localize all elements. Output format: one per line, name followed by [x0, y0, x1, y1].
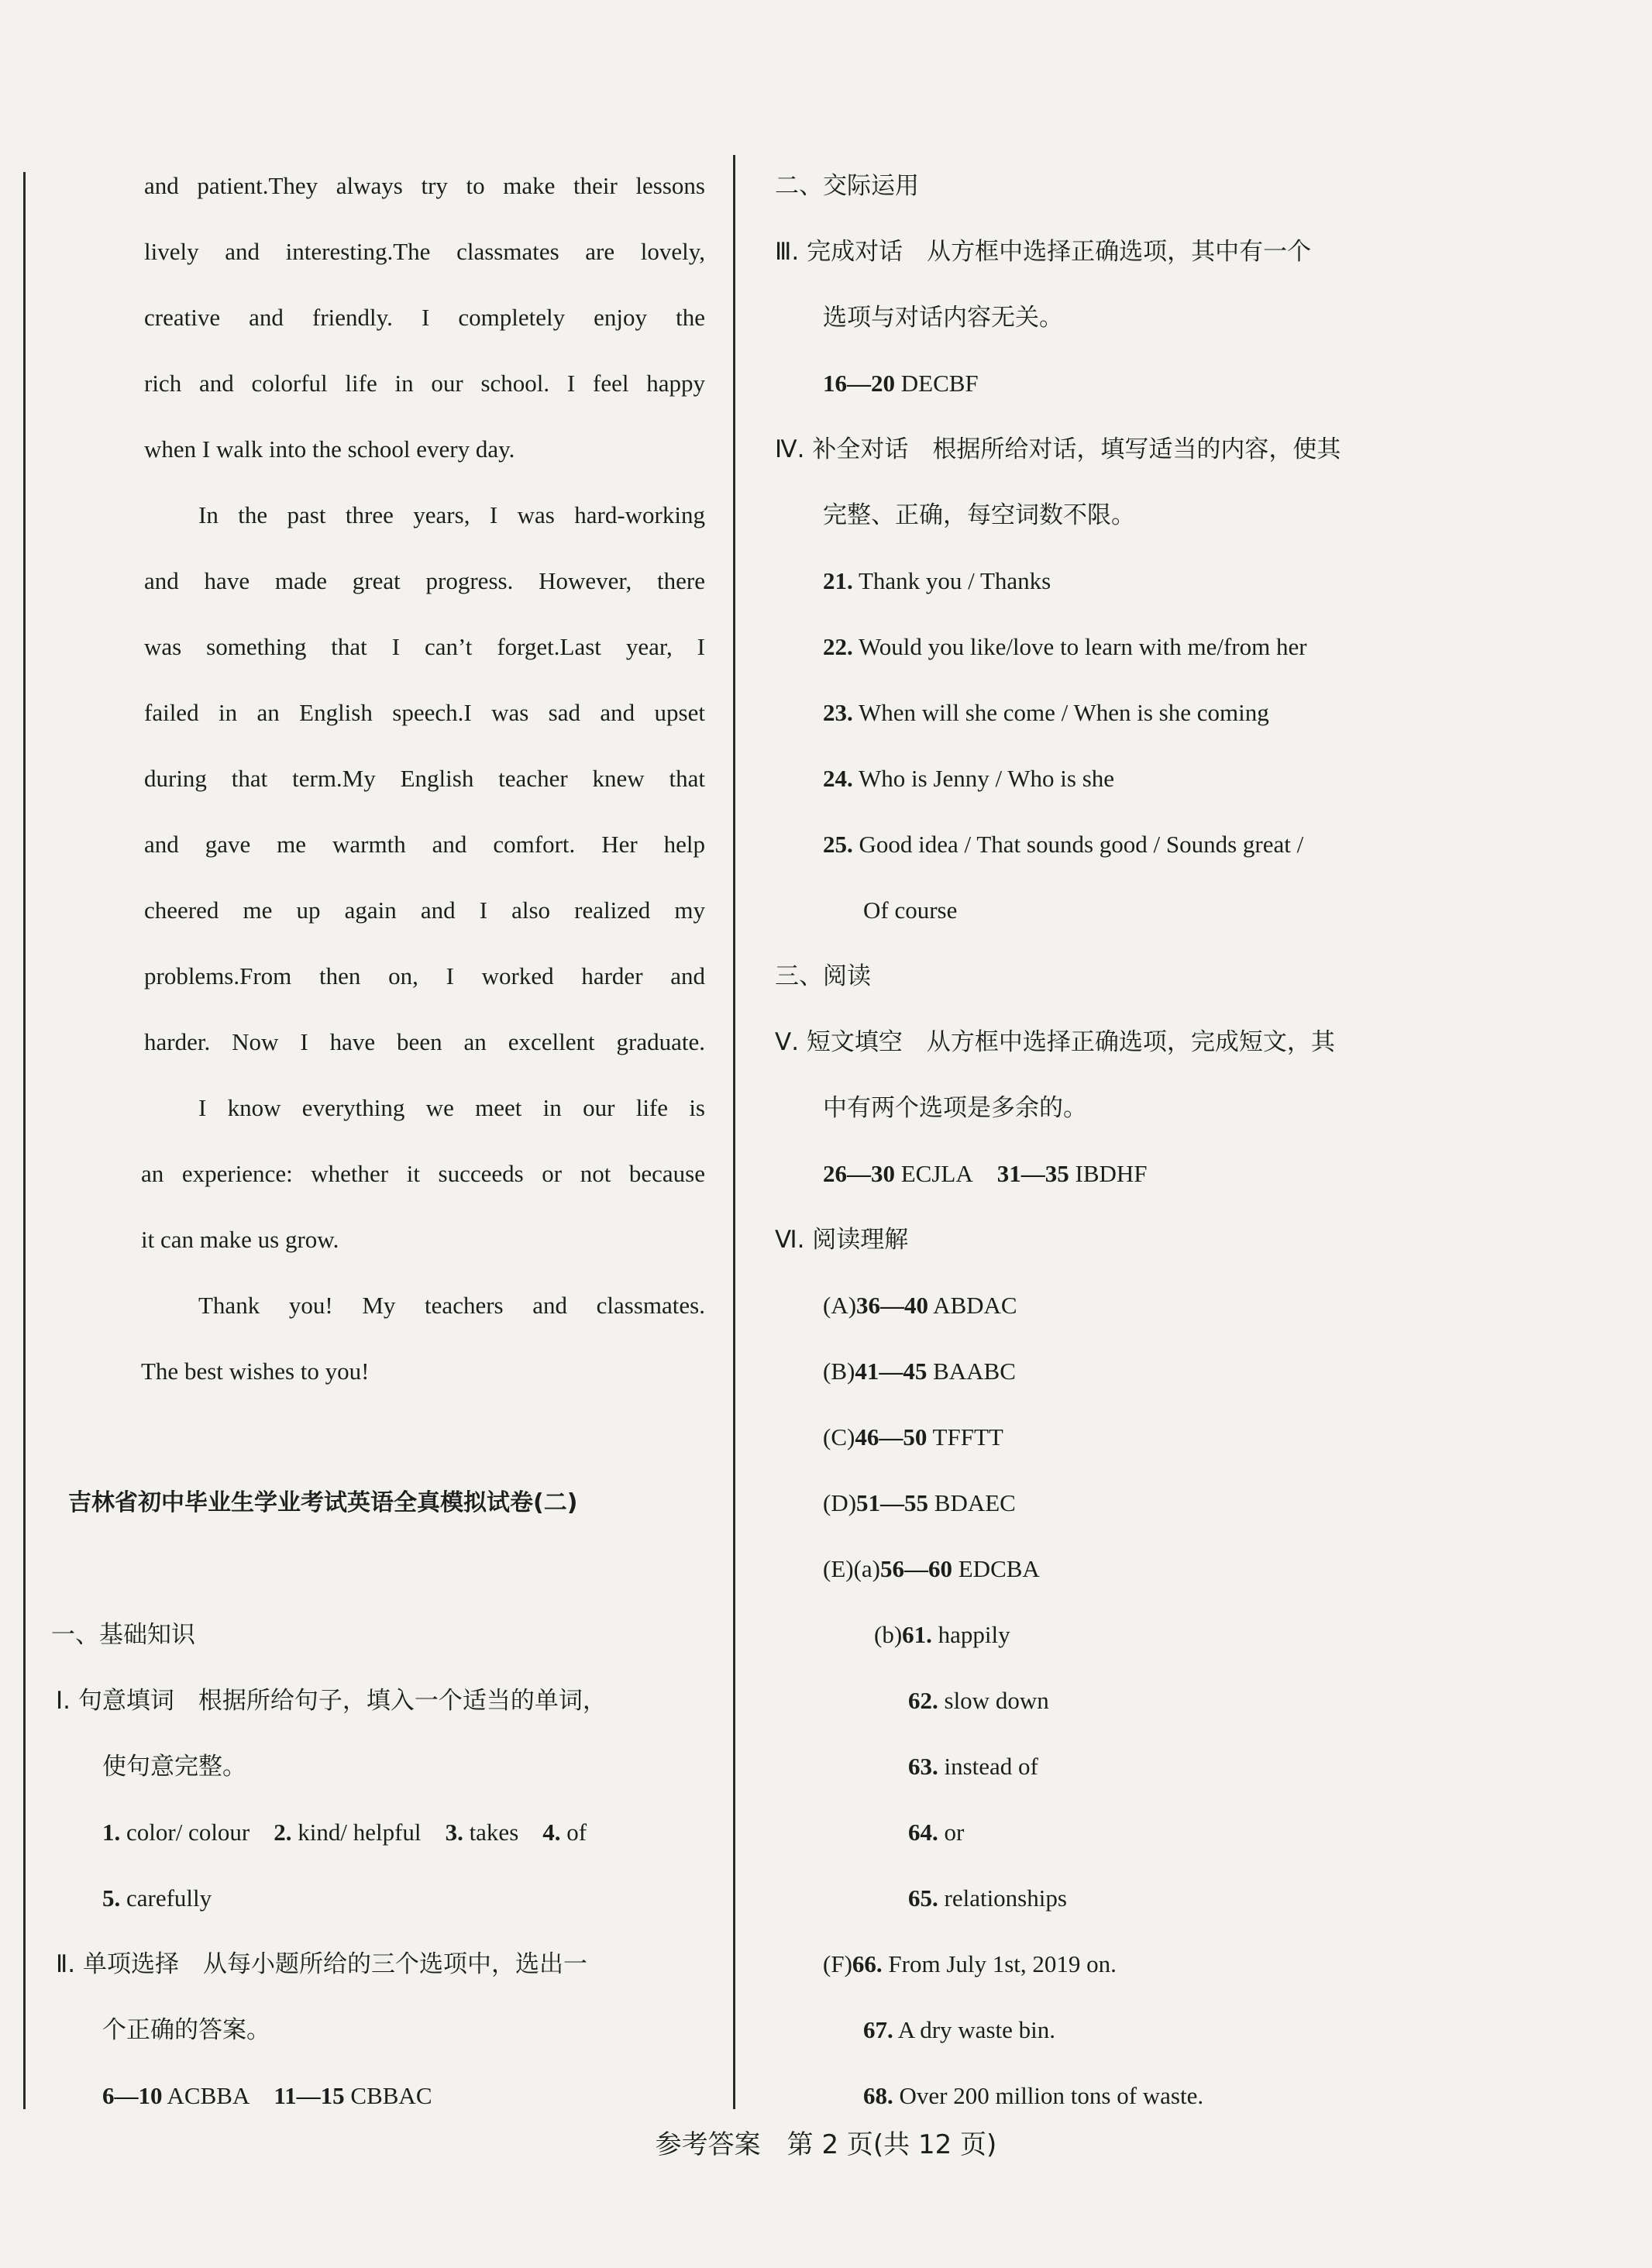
answer-value: EDCBA [958, 1555, 1040, 1582]
left-margin-rule [23, 172, 26, 2109]
exam-title: 吉林省初中毕业生学业考试英语全真模拟试卷(二) [68, 1489, 578, 1516]
answer-row [863, 2080, 1203, 2111]
answer-value: BDAEC [934, 1489, 1016, 1516]
answer-number: 66. [852, 1950, 883, 1977]
answer-row [823, 829, 1303, 860]
answer-number: 3. [445, 1819, 463, 1846]
answer-number: 51—55 [856, 1489, 929, 1516]
answer-part: (E)(a) [823, 1555, 880, 1582]
answer-part: (D) [823, 1489, 857, 1516]
answer-number: 16—20 [823, 370, 895, 397]
answer-number: 11—15 [274, 2082, 345, 2109]
essay-line: lively and interesting.The classmates are lovely, [144, 238, 705, 265]
answer-number: 24. [823, 765, 853, 792]
answer-row [823, 566, 1051, 597]
answer-value: Thank you / Thanks [858, 567, 1051, 594]
answer-value: or [944, 1819, 965, 1846]
essay-line: and have made great progress. However, there [144, 567, 705, 594]
answer-row [823, 763, 1114, 794]
answer-value: of [566, 1819, 587, 1846]
essay-line: harder. Now I have been an excellent graduate. [144, 1028, 705, 1055]
question-instruction: Ⅵ. 阅读理解 [775, 1226, 909, 1254]
essay-line: an experience: whether it succeeds or not because [141, 1160, 705, 1187]
answer-part: (C) [823, 1423, 855, 1451]
answer-value: IBDHF [1075, 1160, 1148, 1187]
essay-line: The best wishes to you! [141, 1358, 370, 1385]
essay-line: when I walk into the school every day. [144, 435, 515, 463]
answer-row [823, 368, 979, 399]
answer-value: ECJLA [900, 1160, 973, 1187]
answer-number: 56—60 [880, 1555, 952, 1582]
answer-value: happily [938, 1621, 1010, 1648]
section-heading: 一、基础知识 [51, 1621, 195, 1649]
answer-number: 63. [908, 1753, 938, 1780]
answer-value: Would you like/love to learn with me/from her [858, 633, 1307, 660]
column-divider [733, 155, 735, 2109]
answer-row [102, 1883, 212, 1914]
answer-part: (A) [823, 1292, 857, 1319]
answer-value: When will she come / When is she coming [858, 699, 1269, 726]
essay-line: was something that I can’t forget.Last year, I [144, 633, 705, 660]
question-instruction: Ⅰ. 句意填词 根据所给句子，填入一个适当的单词， [56, 1687, 607, 1715]
answer-value: slow down [944, 1687, 1049, 1714]
answer-number: 46—50 [855, 1423, 928, 1451]
answer-number: 36—40 [856, 1292, 929, 1319]
answer-number: 6—10 [102, 2082, 163, 2109]
answer-row [823, 697, 1269, 728]
answer-row [908, 1685, 1049, 1716]
question-instruction: 完整、正确，每空词数不限。 [823, 501, 1135, 529]
answer-row [823, 1290, 1017, 1321]
answer-value: takes [469, 1819, 519, 1846]
question-instruction: 个正确的答案。 [102, 2016, 270, 2044]
answer-value: Who is Jenny / Who is she [858, 765, 1115, 792]
answer-value: TFFTT [932, 1423, 1003, 1451]
answer-row [823, 1356, 1016, 1387]
answer-value: relationships [944, 1884, 1067, 1912]
answer-value: kind/ helpful [298, 1819, 422, 1846]
answer-value: BAABC [933, 1358, 1016, 1385]
answer-row [863, 2015, 1055, 2046]
essay-line: I know everything we meet in our life is [198, 1094, 705, 1121]
answer-row [823, 1949, 1117, 1980]
answer-part: (B) [823, 1358, 855, 1385]
answer-number: 2. [274, 1819, 292, 1846]
answer-value: carefully [126, 1884, 212, 1912]
question-instruction: Ⅳ. 补全对话 根据所给对话，填写适当的内容，使其 [775, 435, 1341, 463]
answer-number: 26—30 [823, 1160, 895, 1187]
answer-row [823, 1422, 1003, 1453]
answer-number: 65. [908, 1884, 938, 1912]
answer-row [908, 1751, 1038, 1782]
answer-value: color/ colour [126, 1819, 250, 1846]
answer-number: 31—35 [996, 1160, 1069, 1187]
question-instruction: 选项与对话内容无关。 [823, 304, 1063, 332]
answer-value: Good idea / That sounds good / Sounds great / [859, 831, 1304, 858]
answer-number: 67. [863, 2016, 893, 2043]
question-instruction: 中有两个选项是多余的。 [823, 1094, 1087, 1122]
answer-value: Over 200 million tons of waste. [899, 2082, 1204, 2109]
answer-row [823, 1488, 1016, 1519]
essay-line: problems.From then on, I worked harder and [144, 962, 705, 989]
essay-line: failed in an English speech.I was sad and upset [144, 699, 705, 726]
answer-part: (b) [874, 1621, 903, 1648]
answer-value: DECBF [900, 370, 979, 397]
essay-line: and patient.They always try to make their lessons [144, 172, 705, 199]
essay-line: In the past three years, I was hard-working [198, 501, 705, 528]
answer-value: ACBBA [167, 2082, 250, 2109]
answer-row [102, 1817, 587, 1848]
answer-value: From July 1st, 2019 on. [888, 1950, 1117, 1977]
answer-number: 22. [823, 633, 853, 660]
question-instruction: Ⅲ. 完成对话 从方框中选择正确选项，其中有一个 [775, 238, 1312, 266]
question-instruction: Ⅴ. 短文填空 从方框中选择正确选项，完成短文，其 [775, 1028, 1335, 1056]
answer-row [908, 1817, 964, 1848]
answer-row [823, 632, 1307, 663]
essay-line: rich and colorful life in our school. I feel happy [144, 370, 705, 397]
answer-continuation: Of course [863, 897, 958, 924]
essay-line: and gave me warmth and comfort. Her help [144, 831, 705, 858]
answer-number: 1. [102, 1819, 121, 1846]
answer-value: CBBAC [350, 2082, 432, 2109]
answer-value: A dry waste bin. [897, 2016, 1055, 2043]
answer-number: 68. [863, 2082, 893, 2109]
section-heading: 三、阅读 [775, 962, 871, 990]
answer-row [102, 2080, 432, 2111]
answer-number: 25. [823, 831, 853, 858]
question-instruction: 使句意完整。 [102, 1753, 246, 1781]
essay-line: during that term.My English teacher knew that [144, 765, 705, 792]
page-footer: 参考答案 第 2 页(共 12 页) [655, 2129, 997, 2160]
essay-line: creative and friendly. I completely enjoy the [144, 304, 705, 331]
answer-number: 62. [908, 1687, 938, 1714]
essay-line: it can make us grow. [141, 1226, 339, 1253]
section-heading: 二、交际运用 [775, 172, 919, 200]
question-instruction: Ⅱ. 单项选择 从每小题所给的三个选项中，选出一 [56, 1950, 587, 1978]
answer-number: 61. [902, 1621, 932, 1648]
answer-row [874, 1619, 1010, 1650]
answer-value: ABDAC [933, 1292, 1017, 1319]
answer-number: 64. [908, 1819, 938, 1846]
answer-number: 21. [823, 567, 853, 594]
answer-value: instead of [944, 1753, 1038, 1780]
essay-line: cheered me up again and I also realized my [144, 897, 705, 924]
answer-row [823, 1158, 1148, 1189]
essay-line: Thank you! My teachers and classmates. [198, 1292, 705, 1319]
answer-number: 4. [542, 1819, 561, 1846]
answer-number: 41—45 [855, 1358, 928, 1385]
answer-number: 23. [823, 699, 853, 726]
answer-row [823, 1554, 1040, 1585]
answer-part: (F) [823, 1950, 852, 1977]
answer-row [908, 1883, 1067, 1914]
answer-number: 5. [102, 1884, 121, 1912]
